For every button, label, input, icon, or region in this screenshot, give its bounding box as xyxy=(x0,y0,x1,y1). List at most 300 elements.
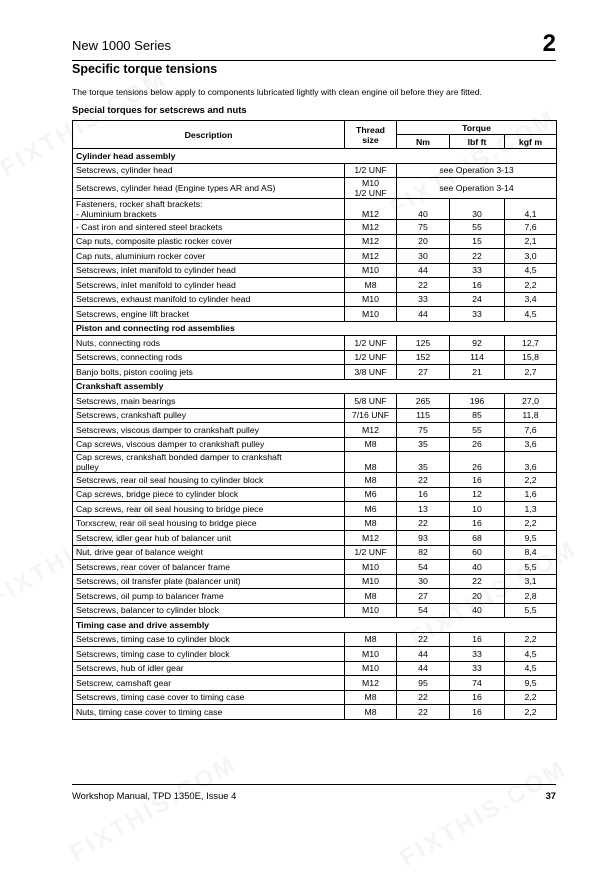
table-row xyxy=(73,365,557,380)
torque-kgf-m-cell: 2,1 xyxy=(505,234,557,249)
table-row xyxy=(73,178,557,199)
torque-nm-cell: 35 xyxy=(397,437,450,452)
torque-kgf-m-cell: 8,4 xyxy=(505,545,557,560)
thread-size-text: M8 xyxy=(364,692,377,703)
thread-size-cell xyxy=(345,437,397,452)
table-row xyxy=(73,560,557,575)
section-heading: Piston and connecting rod assemblies xyxy=(73,321,557,336)
torque-lbf-ft-cell: 33 xyxy=(450,661,505,676)
torque-lbf-ft-cell: 26 xyxy=(450,452,505,473)
manual-reference: Workshop Manual, TPD 1350E, Issue 4 xyxy=(72,790,237,801)
torque-kgf-m-cell: 4,5 xyxy=(505,661,557,676)
torque-kgf-m-cell: 9,5 xyxy=(505,531,557,546)
description-text: Setscrew, camshaft gear xyxy=(76,677,172,688)
thread-size-cell xyxy=(345,690,397,705)
page-number: 37 xyxy=(545,790,556,801)
thread-size-text: M12 xyxy=(362,236,379,247)
torque-nm-cell: 44 xyxy=(397,307,450,322)
torque-kgf-m-cell: 5,5 xyxy=(505,603,557,618)
torque-kgf-m-cell: 3,4 xyxy=(505,292,557,307)
table-row xyxy=(73,676,557,691)
thread-size-cell xyxy=(345,292,397,307)
thread-size-cell xyxy=(345,178,397,199)
torque-lbf-ft-cell: 40 xyxy=(450,603,505,618)
torque-lbf-ft-cell: 16 xyxy=(450,632,505,647)
description-text: Banjo bolts, piston cooling jets xyxy=(76,366,193,377)
thread-size-text: M10 xyxy=(362,308,379,319)
thread-size-text: M6 xyxy=(364,489,377,500)
thread-size-text: M12 xyxy=(362,209,379,219)
thread-size-text: M8 xyxy=(364,706,377,717)
torque-lbf-ft-cell: 60 xyxy=(450,545,505,560)
thread-size-text: M10 xyxy=(362,178,379,188)
description-cell xyxy=(73,408,345,423)
table-row xyxy=(73,437,557,452)
table-subtitle: Special torques for setscrews and nuts xyxy=(72,104,247,115)
torque-nm-cell: 265 xyxy=(397,394,450,409)
torque-nm-cell: 93 xyxy=(397,531,450,546)
description-text: Cap nuts, aluminium rocker cover xyxy=(76,250,206,261)
description-text: Setscrews, oil pump to balancer frame xyxy=(76,590,224,601)
torque-lbf-ft-cell: 15 xyxy=(450,234,505,249)
torque-nm-cell: 44 xyxy=(397,647,450,662)
torque-kgf-m-cell: 7,6 xyxy=(505,220,557,235)
torque-kgf-m-cell: 2,2 xyxy=(505,516,557,531)
torque-table xyxy=(72,120,557,720)
torque-lbf-ft-cell: 55 xyxy=(450,220,505,235)
torque-lbf-ft-cell: 33 xyxy=(450,647,505,662)
torque-lbf-ft-cell: 22 xyxy=(450,574,505,589)
description-cell xyxy=(73,502,345,517)
thread-size-cell xyxy=(345,234,397,249)
torque-lbf-ft-cell: 196 xyxy=(450,394,505,409)
table-row xyxy=(73,423,557,438)
description-text: Setscrews, cylinder head xyxy=(76,165,173,176)
thread-size-text: M10 xyxy=(362,576,379,587)
torque-kgf-m-cell: 4,1 xyxy=(505,199,557,220)
description-text: Setscrews, engine lift bracket xyxy=(76,308,189,319)
table-row xyxy=(73,705,557,720)
operation-reference-cell: see Operation 3-14 xyxy=(397,178,557,199)
description-text: Cap screws, rear oil seal housing to bridge piece xyxy=(76,503,264,514)
torque-lbf-ft-cell: 92 xyxy=(450,336,505,351)
thread-size-text: M8 xyxy=(364,518,377,529)
torque-lbf-ft-cell: 16 xyxy=(450,473,505,488)
torque-kgf-m-cell: 2,7 xyxy=(505,365,557,380)
thread-size-cell xyxy=(345,560,397,575)
thread-size-cell xyxy=(345,589,397,604)
torque-lbf-ft-cell: 33 xyxy=(450,263,505,278)
thread-size-cell xyxy=(345,516,397,531)
description-cell xyxy=(73,473,345,488)
torque-nm-cell: 16 xyxy=(397,487,450,502)
thread-size-cell xyxy=(345,423,397,438)
description-text: Nuts, timing case cover to timing case xyxy=(76,706,223,717)
description-text: Setscrews, connecting rods xyxy=(76,352,183,363)
page-title: Specific torque tensions xyxy=(72,62,218,76)
thread-size-text: M10 xyxy=(362,561,379,572)
table-row xyxy=(73,531,557,546)
thread-size-cell xyxy=(345,336,397,351)
section-heading: Crankshaft assembly xyxy=(73,379,557,394)
thread-size-text: M12 xyxy=(362,221,379,232)
thread-size-cell xyxy=(345,574,397,589)
torque-kgf-m-cell: 3,1 xyxy=(505,574,557,589)
table-row xyxy=(73,249,557,264)
torque-lbf-ft-cell: 16 xyxy=(450,278,505,293)
thread-size-cell xyxy=(345,545,397,560)
torque-kgf-m-cell: 3,6 xyxy=(505,437,557,452)
table-row xyxy=(73,292,557,307)
torque-nm-cell: 54 xyxy=(397,603,450,618)
torque-lbf-ft-cell: 16 xyxy=(450,690,505,705)
torque-lbf-ft-cell: 16 xyxy=(450,516,505,531)
torque-nm-cell: 27 xyxy=(397,365,450,380)
section-row xyxy=(73,321,557,336)
torque-kgf-m-cell: 1,6 xyxy=(505,487,557,502)
thread-size-text: M8 xyxy=(364,279,377,290)
table-row xyxy=(73,647,557,662)
torque-nm-cell: 30 xyxy=(397,574,450,589)
torque-kgf-m-cell: 2,2 xyxy=(505,632,557,647)
torque-nm-cell: 22 xyxy=(397,632,450,647)
thread-size-cell xyxy=(345,502,397,517)
thread-size-cell xyxy=(345,350,397,365)
description-cell xyxy=(73,632,345,647)
torque-nm-cell: 30 xyxy=(397,249,450,264)
kgf-m-header: kgf m xyxy=(505,135,557,149)
torque-lbf-ft-cell: 114 xyxy=(450,350,505,365)
table-row xyxy=(73,394,557,409)
thread-size-cell xyxy=(345,676,397,691)
thread-size-cell xyxy=(345,307,397,322)
table-row xyxy=(73,452,557,473)
torque-nm-cell: 75 xyxy=(397,220,450,235)
torque-nm-cell: 27 xyxy=(397,589,450,604)
torque-nm-cell: 35 xyxy=(397,452,450,473)
torque-kgf-m-cell: 7,6 xyxy=(505,423,557,438)
torque-lbf-ft-cell: 30 xyxy=(450,199,505,220)
torque-kgf-m-cell: 4,5 xyxy=(505,647,557,662)
torque-nm-cell: 82 xyxy=(397,545,450,560)
torque-nm-cell: 152 xyxy=(397,350,450,365)
description-text-line2: - Aluminium brackets xyxy=(76,209,157,219)
description-cell xyxy=(73,676,345,691)
thread-size-cell xyxy=(345,452,397,473)
table-row xyxy=(73,603,557,618)
description-cell xyxy=(73,423,345,438)
thread-size-cell xyxy=(345,408,397,423)
thread-size-text: 5/8 UNF xyxy=(354,395,387,406)
torque-kgf-m-cell: 27,0 xyxy=(505,394,557,409)
description-cell xyxy=(73,234,345,249)
torque-kgf-m-cell: 2,2 xyxy=(505,705,557,720)
description-cell xyxy=(73,574,345,589)
torque-nm-cell: 95 xyxy=(397,676,450,691)
description-cell xyxy=(73,516,345,531)
description-cell xyxy=(73,452,345,473)
torque-kgf-m-cell: 2,2 xyxy=(505,473,557,488)
torque-nm-cell: 22 xyxy=(397,690,450,705)
description-cell xyxy=(73,705,345,720)
torque-lbf-ft-cell: 21 xyxy=(450,365,505,380)
description-cell xyxy=(73,365,345,380)
table-header-row xyxy=(73,121,557,135)
torque-lbf-ft-cell: 68 xyxy=(450,531,505,546)
description-cell xyxy=(73,350,345,365)
section-row xyxy=(73,618,557,633)
torque-nm-cell: 40 xyxy=(397,199,450,220)
torque-lbf-ft-cell: 85 xyxy=(450,408,505,423)
thread-size-text-line2: 1/2 UNF xyxy=(354,188,387,198)
description-cell xyxy=(73,278,345,293)
torque-nm-cell: 33 xyxy=(397,292,450,307)
thread-size-cell xyxy=(345,365,397,380)
thread-size-cell xyxy=(345,163,397,178)
thread-size-text: M8 xyxy=(364,634,377,645)
thread-size-text: M6 xyxy=(364,503,377,514)
table-row xyxy=(73,690,557,705)
torque-kgf-m-cell: 1,3 xyxy=(505,502,557,517)
description-text: Setscrews, crankshaft pulley xyxy=(76,410,187,421)
nm-header: Nm xyxy=(397,135,450,149)
torque-kgf-m-cell: 4,5 xyxy=(505,307,557,322)
thread-size-cell xyxy=(345,394,397,409)
description-text: Setscrews, cylinder head (Engine types AR and AS) xyxy=(76,183,276,193)
section-heading: Timing case and drive assembly xyxy=(73,618,557,633)
table-row xyxy=(73,263,557,278)
thread-size-cell xyxy=(345,661,397,676)
thread-size-cell xyxy=(345,473,397,488)
thread-size-cell xyxy=(345,603,397,618)
description-text: Torxscrew, rear oil seal housing to bridge piece xyxy=(76,518,257,529)
description-cell xyxy=(73,178,345,199)
thread-size-text: M12 xyxy=(362,532,379,543)
operation-reference-cell: see Operation 3-13 xyxy=(397,163,557,178)
section-heading: Cylinder head assembly xyxy=(73,149,557,164)
torque-lbf-ft-cell: 26 xyxy=(450,437,505,452)
chapter-number: 2 xyxy=(542,30,556,57)
table-row xyxy=(73,199,557,220)
thread-size-cell xyxy=(345,249,397,264)
thread-size-text: M10 xyxy=(362,663,379,674)
description-cell xyxy=(73,531,345,546)
table-row xyxy=(73,661,557,676)
torque-nm-cell: 44 xyxy=(397,661,450,676)
table-row xyxy=(73,502,557,517)
torque-lbf-ft-cell: 24 xyxy=(450,292,505,307)
description-text: Setscrews, timing case to cylinder block xyxy=(76,648,230,659)
table-row xyxy=(73,350,557,365)
torque-kgf-m-cell: 12,7 xyxy=(505,336,557,351)
thread-size-text: M12 xyxy=(362,424,379,435)
thread-size-cell xyxy=(345,487,397,502)
torque-nm-cell: 13 xyxy=(397,502,450,517)
torque-lbf-ft-cell: 20 xyxy=(450,589,505,604)
torque-nm-cell: 125 xyxy=(397,336,450,351)
torque-nm-cell: 54 xyxy=(397,560,450,575)
torque-lbf-ft-cell: 33 xyxy=(450,307,505,322)
torque-nm-cell: 75 xyxy=(397,423,450,438)
torque-lbf-ft-cell: 10 xyxy=(450,502,505,517)
torque-nm-cell: 20 xyxy=(397,234,450,249)
table-row xyxy=(73,473,557,488)
torque-table-body xyxy=(73,149,557,720)
table-row xyxy=(73,307,557,322)
description-text: Setscrew, idler gear hub of balancer unit xyxy=(76,532,232,543)
thread-size-text: 1/2 UNF xyxy=(354,547,387,558)
description-text: Setscrews, rear cover of balancer frame xyxy=(76,561,231,572)
description-text: Setscrews, oil transfer plate (balancer unit) xyxy=(76,576,241,587)
torque-kgf-m-cell: 2,8 xyxy=(505,589,557,604)
table-row xyxy=(73,545,557,560)
intro-text: The torque tensions below apply to components lubricated lightly with clean engine oil before they are fitted. xyxy=(72,87,482,97)
lbf-ft-header: lbf ft xyxy=(450,135,505,149)
torque-lbf-ft-cell: 22 xyxy=(450,249,505,264)
section-row xyxy=(73,149,557,164)
table-row xyxy=(73,516,557,531)
torque-lbf-ft-cell: 12 xyxy=(450,487,505,502)
thread-size-text: M12 xyxy=(362,250,379,261)
torque-nm-cell: 22 xyxy=(397,705,450,720)
description-text: Fasteners, rocker shaft brackets: xyxy=(76,199,203,209)
thread-size-text: M12 xyxy=(362,677,379,688)
table-row xyxy=(73,408,557,423)
table-row xyxy=(73,574,557,589)
description-cell xyxy=(73,307,345,322)
torque-lbf-ft-cell: 74 xyxy=(450,676,505,691)
description-text: - Cast iron and sintered steel brackets xyxy=(76,221,223,232)
thread-size-cell xyxy=(345,263,397,278)
description-cell xyxy=(73,292,345,307)
description-cell xyxy=(73,163,345,178)
thread-size-header xyxy=(345,121,397,149)
description-text: Setscrews, balancer to cylinder block xyxy=(76,605,219,616)
thread-size-text: 1/2 UNF xyxy=(354,337,387,348)
thread-size-cell xyxy=(345,647,397,662)
page-footer xyxy=(72,784,556,801)
thread-size-text: 7/16 UNF xyxy=(351,410,390,421)
thread-header-line2: size xyxy=(362,134,379,145)
description-text: Setscrews, inlet manifold to cylinder head xyxy=(76,265,236,276)
description-cell xyxy=(73,220,345,235)
description-cell xyxy=(73,661,345,676)
table-row xyxy=(73,278,557,293)
torque-lbf-ft-cell: 16 xyxy=(450,705,505,720)
torque-kgf-m-cell: 9,5 xyxy=(505,676,557,691)
description-text: Cap screws, crankshaft bonded damper to crankshaft xyxy=(76,452,282,462)
table-row xyxy=(73,632,557,647)
torque-kgf-m-cell: 15,8 xyxy=(505,350,557,365)
description-cell xyxy=(73,545,345,560)
description-text: Setscrews, viscous damper to crankshaft pulley xyxy=(76,424,259,435)
table-row xyxy=(73,234,557,249)
torque-kgf-m-cell: 2,2 xyxy=(505,690,557,705)
torque-nm-cell: 44 xyxy=(397,263,450,278)
watermark xyxy=(66,750,243,868)
table-row xyxy=(73,220,557,235)
thread-size-cell xyxy=(345,199,397,220)
description-text: Cap nuts, composite plastic rocker cover xyxy=(76,236,233,247)
torque-kgf-m-cell: 2,2 xyxy=(505,278,557,293)
thread-size-text: 1/2 UNF xyxy=(354,352,387,363)
description-cell xyxy=(73,603,345,618)
table-row xyxy=(73,487,557,502)
torque-nm-cell: 22 xyxy=(397,516,450,531)
torque-nm-cell: 115 xyxy=(397,408,450,423)
torque-kgf-m-cell: 11,8 xyxy=(505,408,557,423)
thread-size-text: M8 xyxy=(364,474,377,485)
thread-size-text: M10 xyxy=(362,265,379,276)
watermark xyxy=(396,755,573,873)
description-cell xyxy=(73,560,345,575)
description-text: Setscrews, timing case to cylinder block xyxy=(76,634,230,645)
thread-size-text: 1/2 UNF xyxy=(354,165,387,176)
thread-size-text: M8 xyxy=(364,462,377,472)
thread-size-text: M8 xyxy=(364,590,377,601)
description-cell xyxy=(73,249,345,264)
table-row xyxy=(73,163,557,178)
description-text-line2: pulley xyxy=(76,462,99,472)
series-title: New 1000 Series xyxy=(72,38,171,53)
description-header: Description xyxy=(73,121,345,149)
description-cell xyxy=(73,336,345,351)
page-header xyxy=(72,30,556,61)
section-row xyxy=(73,379,557,394)
description-cell xyxy=(73,589,345,604)
thread-size-text: M10 xyxy=(362,605,379,616)
torque-kgf-m-cell: 3,6 xyxy=(505,452,557,473)
table-row xyxy=(73,589,557,604)
torque-kgf-m-cell: 4,5 xyxy=(505,263,557,278)
description-cell xyxy=(73,437,345,452)
description-text: Nuts, connecting rods xyxy=(76,337,161,348)
torque-kgf-m-cell: 5,5 xyxy=(505,560,557,575)
thread-header-line1: Thread xyxy=(356,124,385,135)
description-cell xyxy=(73,690,345,705)
description-text: Setscrews, inlet manifold to cylinder head xyxy=(76,279,236,290)
torque-nm-cell: 22 xyxy=(397,278,450,293)
thread-size-text: M8 xyxy=(364,439,377,450)
description-cell xyxy=(73,487,345,502)
description-text: Cap screws, bridge piece to cylinder block xyxy=(76,489,239,500)
description-cell xyxy=(73,199,345,220)
torque-lbf-ft-cell: 40 xyxy=(450,560,505,575)
torque-nm-cell: 22 xyxy=(397,473,450,488)
description-text: Nut, drive gear of balance weight xyxy=(76,547,204,558)
thread-size-cell xyxy=(345,632,397,647)
description-text: Cap screws, viscous damper to crankshaft pulley xyxy=(76,439,265,450)
thread-size-cell xyxy=(345,705,397,720)
thread-size-text: 3/8 UNF xyxy=(354,366,387,377)
description-text: Setscrews, exhaust manifold to cylinder head xyxy=(76,294,251,305)
table-row xyxy=(73,336,557,351)
torque-header: Torque xyxy=(397,121,557,135)
description-text: Setscrews, timing case cover to timing case xyxy=(76,692,245,703)
thread-size-cell xyxy=(345,531,397,546)
thread-size-text: M10 xyxy=(362,294,379,305)
description-cell xyxy=(73,263,345,278)
description-cell xyxy=(73,394,345,409)
description-text: Setscrews, hub of idler gear xyxy=(76,663,184,674)
torque-kgf-m-cell: 3,0 xyxy=(505,249,557,264)
thread-size-text: M10 xyxy=(362,648,379,659)
description-text: Setscrews, main bearings xyxy=(76,395,176,406)
thread-size-cell xyxy=(345,220,397,235)
description-cell xyxy=(73,647,345,662)
torque-lbf-ft-cell: 55 xyxy=(450,423,505,438)
description-text: Setscrews, rear oil seal housing to cylinder block xyxy=(76,474,264,485)
